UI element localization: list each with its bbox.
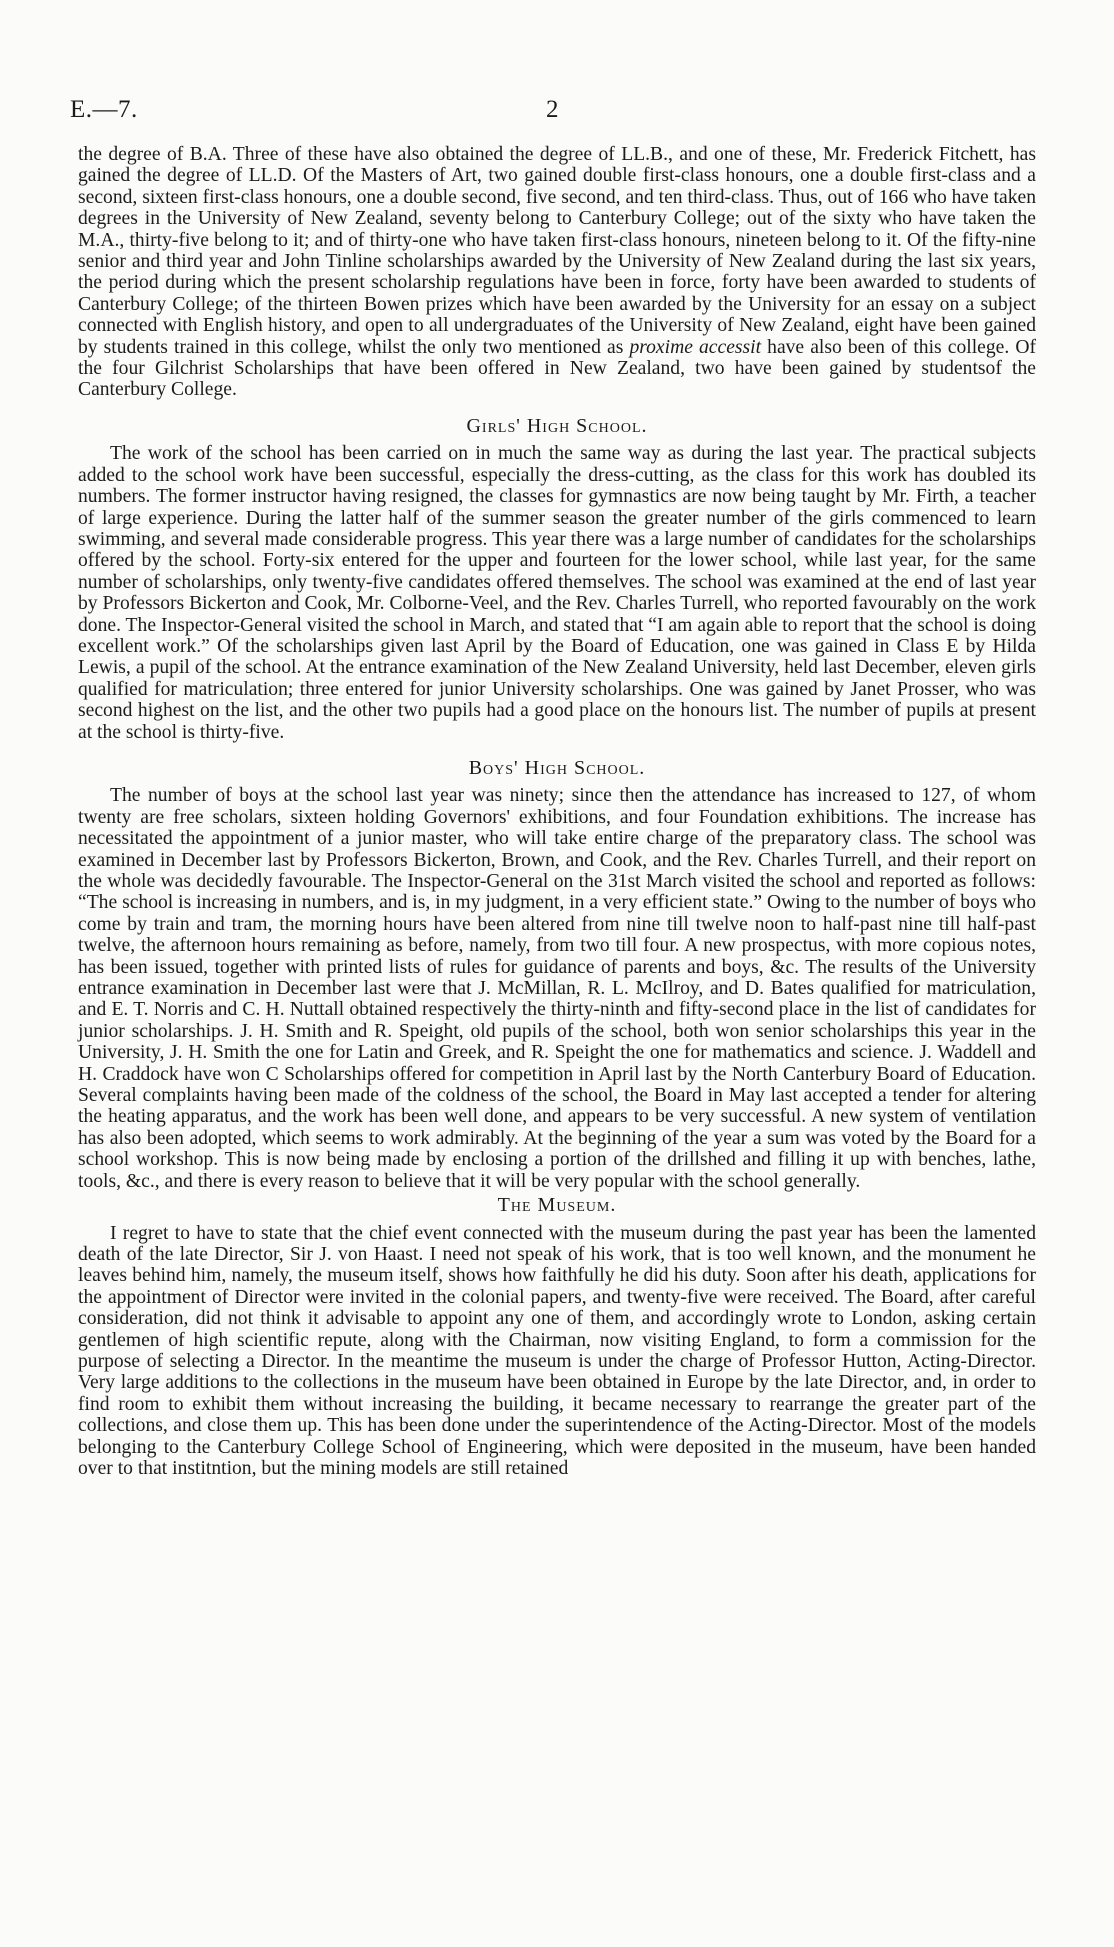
- museum-paragraph: I regret to have to state that the chief event connected with the museum during the past year has been the lamented death of the late Director, Sir J. von Haast. I need not speak of his work, that is too well known, and the monument he leaves behind him, namely, the museum itself, shows how faithfully he did his duty. Soon after his death, applications for the appointment of Director were invited in the colonial papers, and twenty-five were received. The Board, after careful consideration, did not think it advisable to appoint any one of them, and accordingly wrote to London, asking certain gentlemen of high scientific repute, along with the Chairman, now visiting England, to form a commission for the purpose of selecting a Director. In the meantime the museum is under the charge of Professor Hutton, Acting-Director. Very large additions to the collections in the museum have been obtained in Europe by the late Director, and, in order to find room to exhibit them without increasing the building, it became necessary to rearrange the greater part of the collections, and close them up. This has been done under the superintendence of the Acting-Director. Most of the models belonging to the Canterbury College School of Engineering, which were deposited in the museum, have been handed over to that institntion, but the mining models are still retained: [78, 1222, 1036, 1479]
- proxime-accessit-italic: proxime accessit: [629, 336, 762, 358]
- boys-school-paragraph: The number of boys at the school last year was ninety; since then the attendance has increased to 127, of whom twenty are free scholars, sixteen holding Governors' exhibitions, and four Foundation exhibitions. The increase has necessitated the appointment of a junior master, who will take entire charge of the preparatory class. The school was examined in December last by Professors Bickerton, Brown, and Cook, and the Rev. Charles Turrell, and their report on the whole was decidedly favourable. The Inspector-General on the 31st March visited the school and reported as follows: “The school is increasing in numbers, and is, in my judgment, in a very efficient state.” Owing to the number of boys who come by train and tram, the morning hours have been altered from nine till twelve noon to half-past nine till half-past twelve, the afternoon hours remaining as before, namely, from two till four. A new prospectus, with more copious notes, has been issued, together with printed lists of rules for guidance of parents and boys, &c. The results of the University entrance examination in December last were that J. McMillan, R. L. McIlroy, and D. Bates qualified for matriculation, and E. T. Norris and C. H. Nuttall obtained respectively the thirty-ninth and fifty-second place in the list of candidates for junior scholarships. J. H. Smith and R. Speight, old pupils of the school, both won senior scholarships this year in the University, J. H. Smith the one for Latin and Greek, and R. Speight the one for mathematics and science. J. Waddell and H. Craddock have won C Scholarships offered for competition in April last by the North Canterbury Board of Education. Several complaints having been made of the coldness of the school, the Board in May last accepted a tender for altering the heating apparatus, and the work has been well done, and appears to be very successful. A new system of ventilation has also been adopted, which seems to work admirably. At the beginning of the year a sum was voted by the Board for a school workshop. This is now being made by enclosing a portion of the drillshed and filling it up with benches, lathe, tools, &c., and there is every reason to believe that it will be very popular with the school generally.: [78, 785, 1036, 1192]
- intro-paragraph: the degree of B.A. Three of these have also obtained the degree of LL.B., and one of these, Mr. Frederick Fitchett, has gained the degree of LL.D. Of the Masters of Art, two gained double first-class honours, one a double first-class and a second, sixteen first-class honours, one a double second, five second, and ten third-class. Thus, out of 166 who have taken degrees in the University of New Zealand, seventy belong to Canterbury College; out of the sixty who have taken the M.A., thirty-five belong to it; and of thirty-one who have taken first-class honours, nineteen belong to it. Of the fifty-nine senior and third year and John Tinline scholarships awarded by the University of New Zealand during the last six years, the period during which the present scholarship regulations have been in force, forty have been awarded to students of Canterbury College; of the thirteen Bowen prizes which have been awarded by the University for an essay on a subject connected with English history, and open to all undergraduates of the University of New Zealand, eight have been gained by students trained in this college, whilst the only two mentioned as proxime accessit have also been of this college. Of the four Gilchrist Scholarships that have been offered in New Zealand, two have been gained by studentsof the Canterbury College.: [78, 144, 1037, 401]
- girls-school-paragraph: The work of the school has been carried on in much the same way as during the last year. The practical subjects added to the school work have been successful, especially the dress-cutting, as the class for this work has doubled its numbers. The former instructor having resigned, the classes for gymnastics are now being taught by Mr. Firth, a teacher of large experience. During the latter half of the summer season the greater number of the girls commenced to learn swimming, and several made considerable progress. This year there was a large number of candidates for the scholarships offered by the school. Forty-six entered for the upper and fourteen for the lower school, while last year, for the same number of scholarships, only twenty-five candidates offered themselves. The school was examined at the end of last year by Professors Bickerton and Cook, Mr. Colborne-Veel, and the Rev. Charles Turrell, who reported favourably on the work done. The Inspector-General visited the school in March, and stated that “I am again able to report that the school is doing excellent work.” Of the scholarships given last April by the Board of Education, one was gained in Class E by Hilda Lewis, a pupil of the school. At the entrance examination of the New Zealand University, held last December, eleven girls qualified for matriculation; three entered for junior University scholarships. One was gained by Janet Prosser, who was second highest on the list, and the other two pupils had a good place on the honours list. The number of pupils at present at the school is thirty-five.: [78, 443, 1036, 743]
- page-number: 2: [546, 96, 559, 123]
- girls-school-heading: Girls' High School.: [466, 414, 648, 437]
- boys-school-heading: Boys' High School.: [468, 756, 646, 779]
- museum-heading: The Museum.: [497, 1194, 617, 1217]
- document-body: [78, 144, 1036, 1479]
- document-reference: E.—7.: [70, 96, 138, 123]
- page-header: [70, 96, 1044, 130]
